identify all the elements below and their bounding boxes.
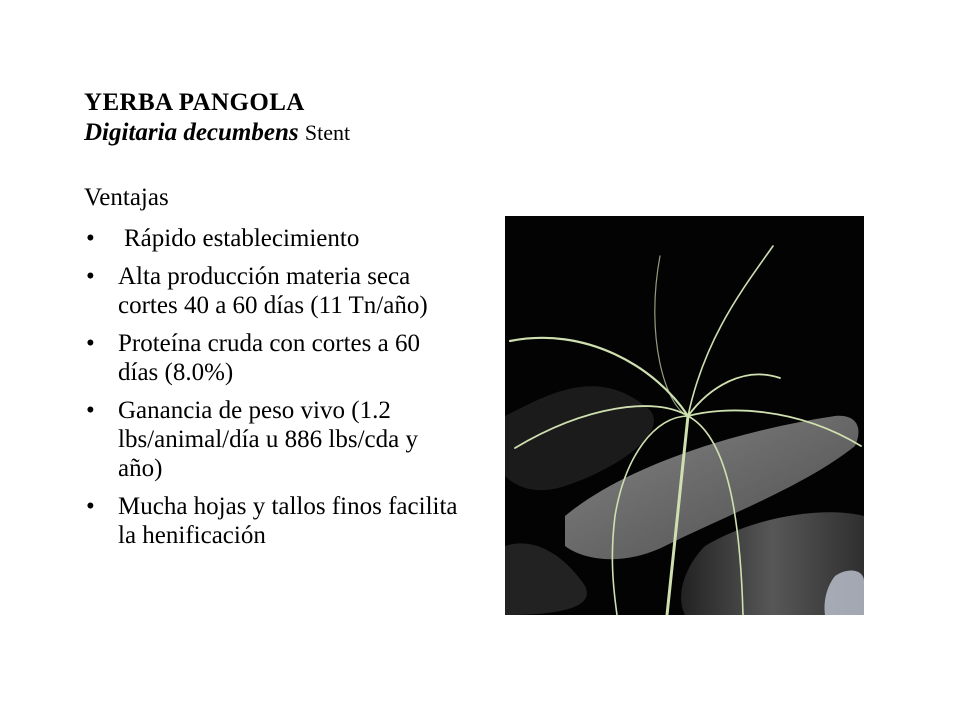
scientific-name-line bbox=[84, 118, 350, 148]
author-name: Stent bbox=[304, 120, 351, 145]
grass-photo bbox=[505, 216, 864, 615]
bullet-list bbox=[84, 224, 464, 550]
section-heading: Ventajas bbox=[84, 184, 169, 211]
bullet-item: • Ganancia de peso vivo (1.2 lbs/animal/día u 886 lbs/cda y año) bbox=[84, 396, 464, 483]
bullet-item: • Mucha hojas y tallos finos facilita la henificación bbox=[84, 492, 464, 550]
scientific-name: Digitaria decumbens bbox=[84, 119, 299, 146]
bullet-item: • Proteína cruda con cortes a 60 días (8.0%) bbox=[84, 329, 464, 387]
slide-title: YERBA PANGOLA bbox=[84, 89, 305, 116]
bullet-item: • Rápido establecimiento bbox=[84, 224, 464, 253]
grass-photo-illustration bbox=[505, 216, 864, 615]
bullet-item: • Alta producción materia seca cortes 40 a 60 días (11 Tn/año) bbox=[84, 262, 464, 320]
title-block bbox=[84, 88, 350, 148]
content-area bbox=[84, 182, 464, 559]
